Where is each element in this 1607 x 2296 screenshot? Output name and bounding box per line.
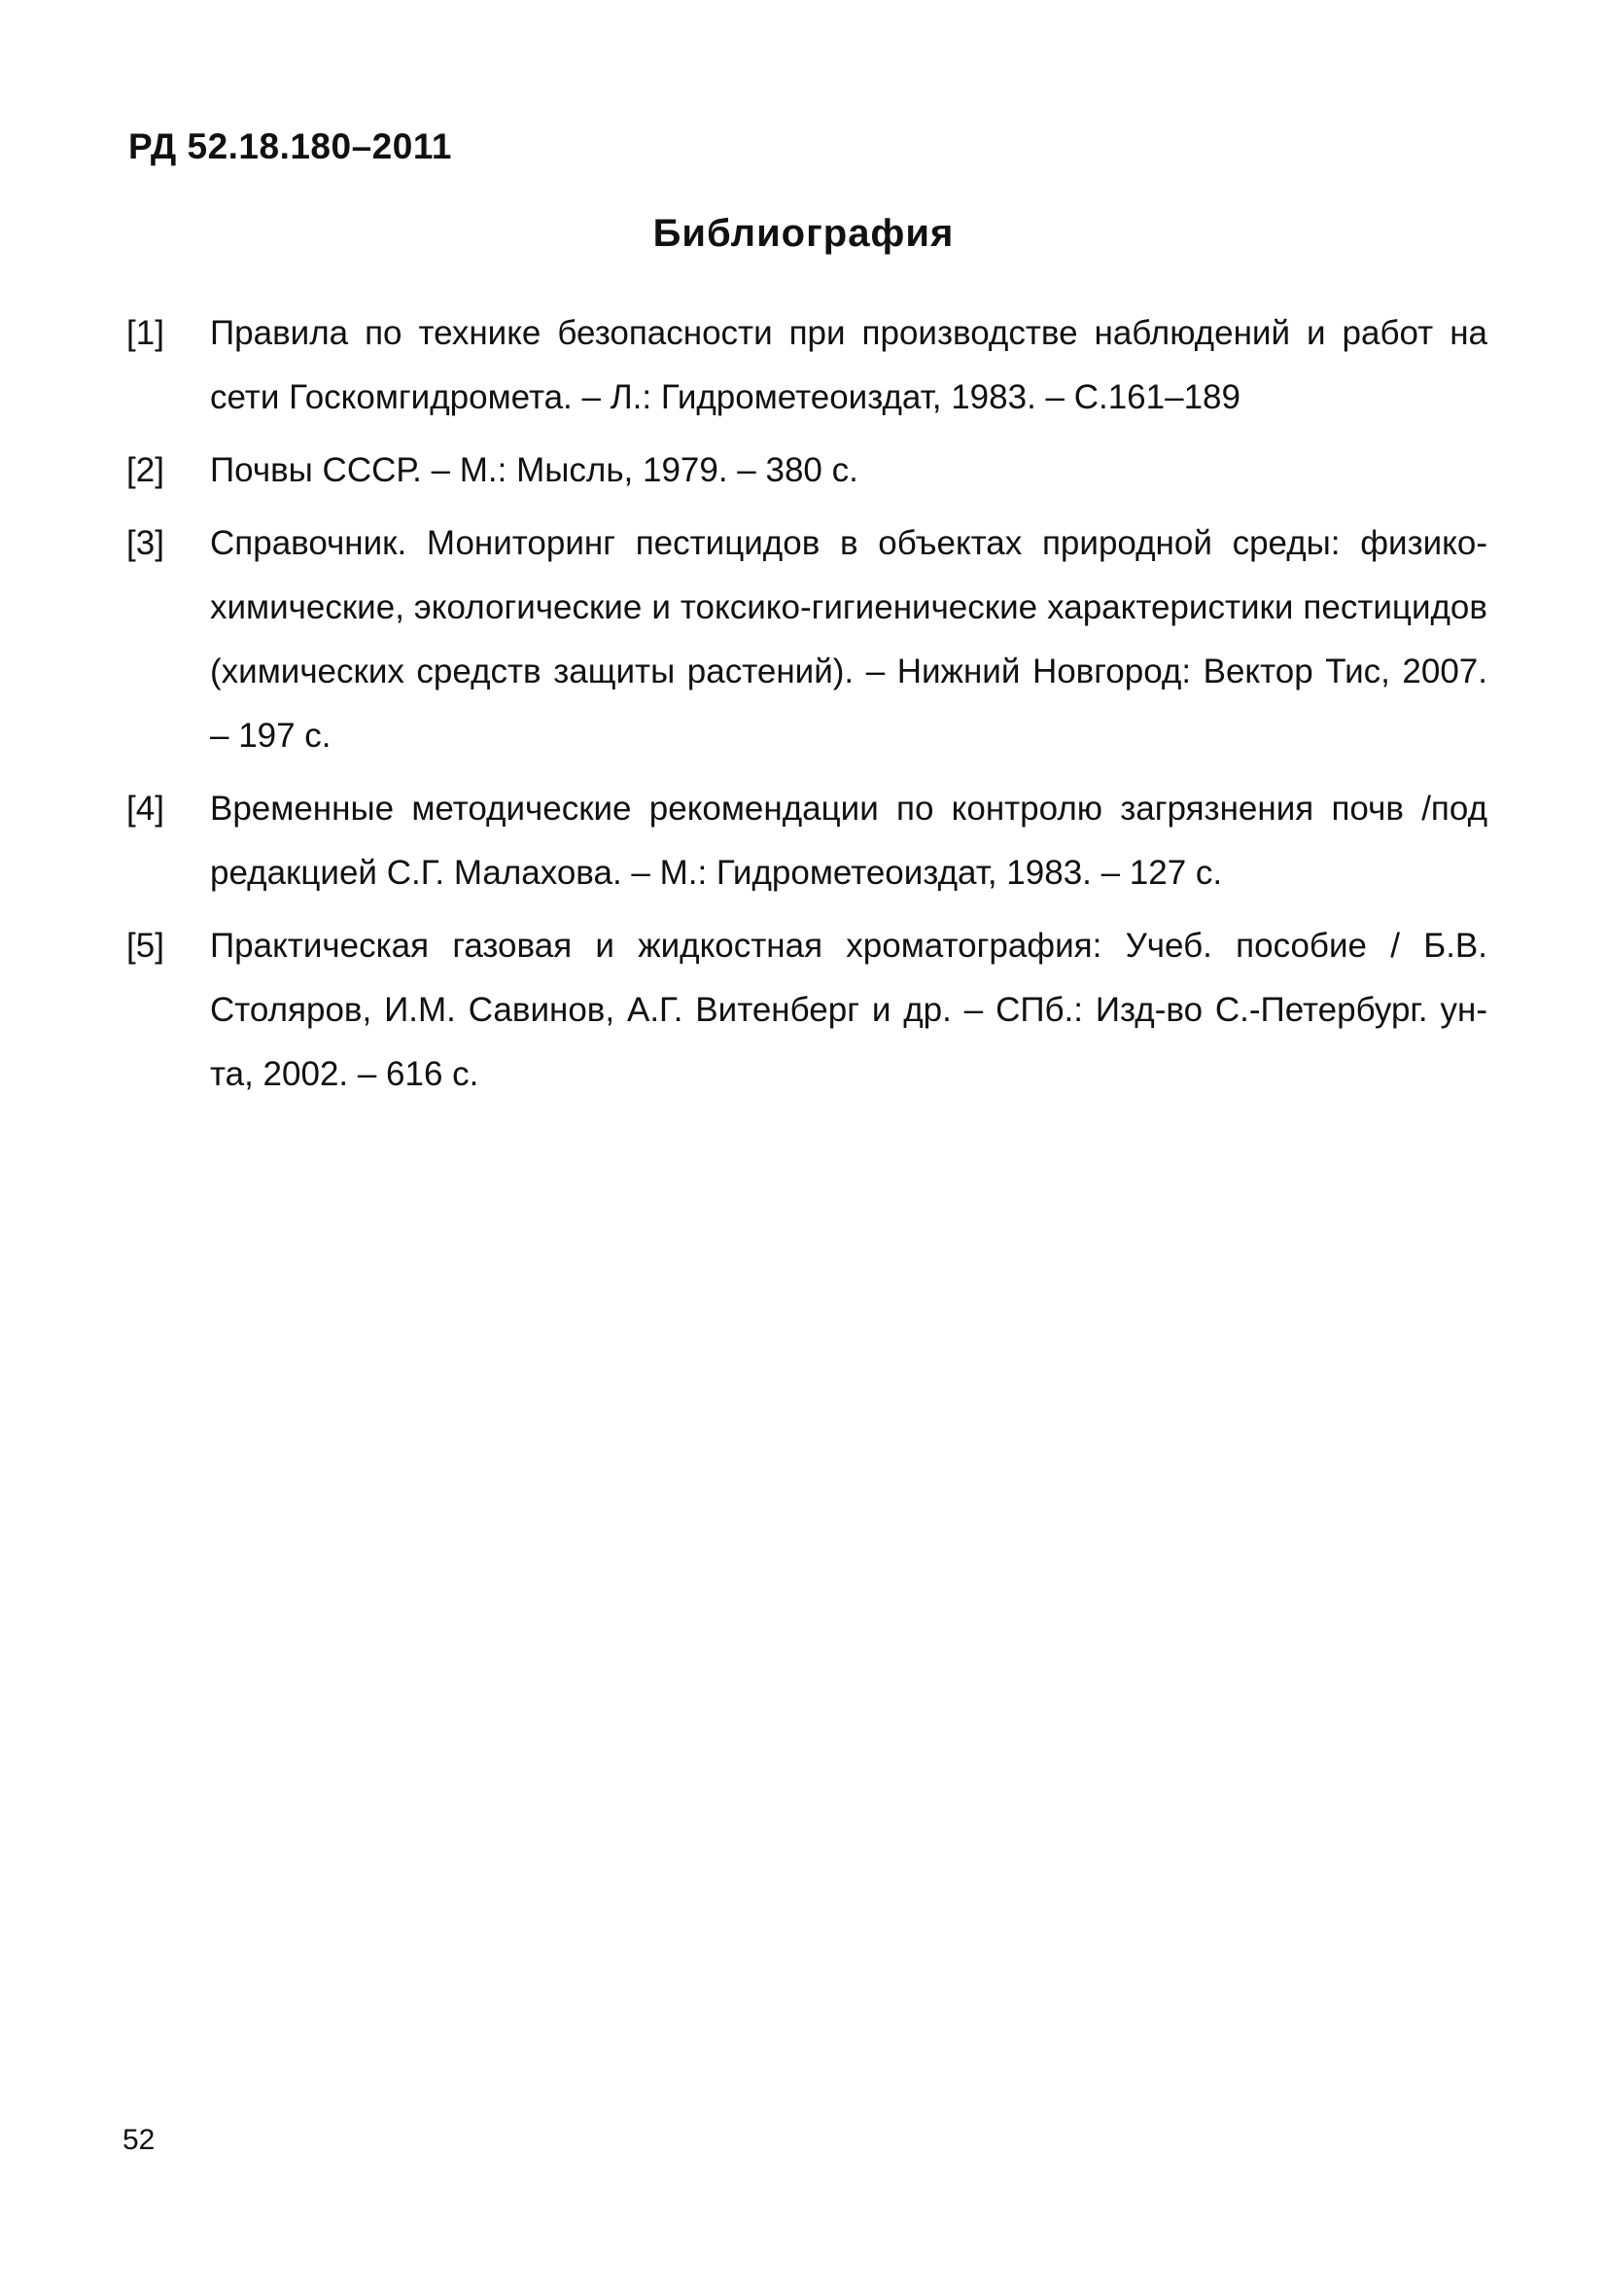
reference-number: [2]: [126, 451, 164, 489]
reference-text: Правила по технике безопасности при производстве наблюдений и работ на сети Госкомгидромета. – Л.: Гидрометеоиздат, 1983. – С.161–189: [210, 314, 1487, 416]
reference-number: [4]: [126, 790, 164, 828]
bibliography-item: [126, 512, 1487, 768]
bibliography-item: [126, 914, 1487, 1107]
bibliography-item: [126, 301, 1487, 430]
bibliography-item: [126, 439, 1487, 503]
reference-number: [1]: [126, 314, 164, 352]
bibliography-list: [126, 301, 1487, 1115]
page-number: 52: [122, 2124, 156, 2156]
reference-text: Почвы СССР. – М.: Мысль, 1979. – 380 с.: [210, 451, 858, 489]
reference-text: Практическая газовая и жидкостная хроматография: Учеб. пособие / Б.В. Столяров, И.М. Савинов, А.Г. Витенберг и др. – СПб.: Изд-во С.-Петербург. ун-та, 2002. – 616 с.: [210, 927, 1487, 1093]
document-code: РД 52.18.180–2011: [128, 126, 452, 166]
reference-number: [5]: [126, 927, 164, 965]
reference-text: Справочник. Мониторинг пестицидов в объектах природной среды: физико-химические, экологические и токсико-гигиенические характеристики пестицидов (химических средств защиты растений). – Нижний Новгород: Вектор Тис, 2007. – 197 с.: [210, 524, 1487, 755]
bibliography-item: [126, 777, 1487, 905]
reference-text: Временные методические рекомендации по контролю загрязнения почв /под редакцией С.Г. Малахова. – М.: Гидрометеоиздат, 1983. – 127 с.: [210, 790, 1487, 892]
reference-number: [3]: [126, 524, 164, 562]
section-title: Библиография: [652, 212, 955, 255]
